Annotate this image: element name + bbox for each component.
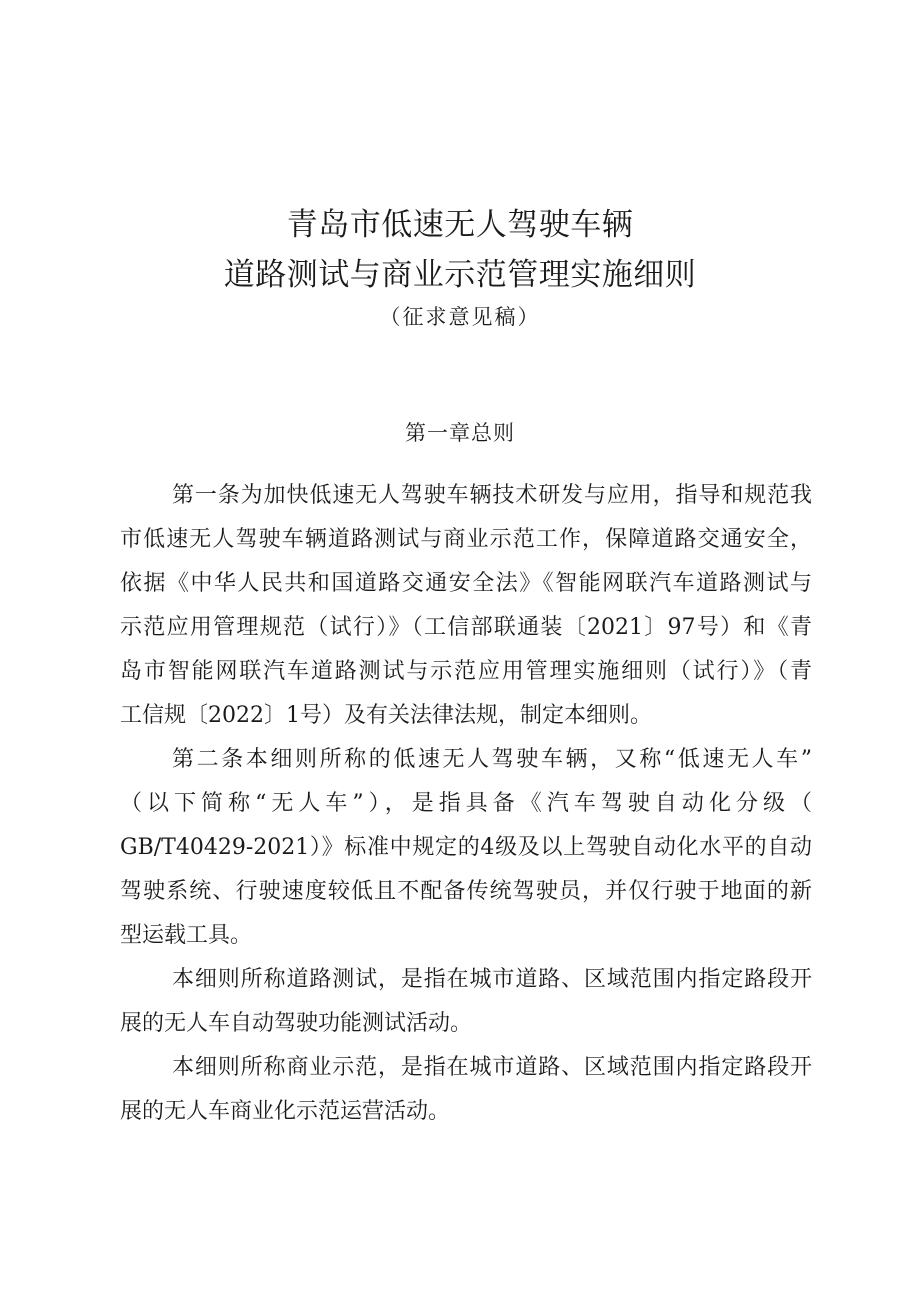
paragraph-line: 市低速无人驾驶车辆道路测试与商业示范工作，保障道路交通安全， <box>120 527 812 552</box>
paragraph-line: 展的无人车商业化示范运营活动。 <box>120 1099 451 1124</box>
paragraph-line: 依据《中华人民共和国道路交通安全法》《智能网联汽车道路测试与 <box>120 571 812 596</box>
document-subtitle: （征求意见稿） <box>379 305 541 329</box>
article-1-paragraph <box>120 474 812 738</box>
paragraph-line: 工信规〔2022〕1号）及有关法律法规，制定本细则。 <box>120 703 652 728</box>
document-title-line-1: 青岛市低速无人驾驶车辆 <box>286 207 634 243</box>
paragraph-line: 本细则所称道路测试，是指在城市道路、区域范围内指定路段开 <box>172 967 812 992</box>
paragraph-line: 型运载工具。 <box>120 923 253 948</box>
commercial-demo-definition-paragraph <box>120 1046 812 1134</box>
paragraph-line: 示范应用管理规范（试行）》（工信部联通装〔2021〕97号）和《青 <box>120 615 812 640</box>
paragraph-line: 展的无人车自动驾驶功能测试活动。 <box>120 1011 473 1036</box>
article-2-paragraph <box>120 738 812 958</box>
road-test-definition-paragraph <box>120 958 812 1046</box>
chapter-heading: 第一章总则 <box>405 421 515 445</box>
paragraph-line: （以下简称“无人车”），是指具备《汽车驾驶自动化分级（ <box>120 791 812 816</box>
paragraph-line: GB/T40429-2021）》标准中规定的4级及以上驾驶自动化水平的自动 <box>120 835 812 860</box>
paragraph-line: 第一条为加快低速无人驾驶车辆技术研发与应用，指导和规范我 <box>172 483 812 508</box>
paragraph-line: 本细则所称商业示范，是指在城市道路、区域范围内指定路段开 <box>172 1055 812 1080</box>
paragraph-line: 岛市智能网联汽车道路测试与示范应用管理实施细则（试行）》（青 <box>120 659 812 684</box>
paragraph-line: 驾驶系统、行驶速度较低且不配备传统驾驶员，并仅行驶于地面的新 <box>120 879 812 904</box>
document-title-line-2: 道路测试与商业示范管理实施细则 <box>223 257 697 293</box>
paragraph-line: 第二条本细则所称的低速无人驾驶车辆，又称“低速无人车” <box>172 747 812 772</box>
